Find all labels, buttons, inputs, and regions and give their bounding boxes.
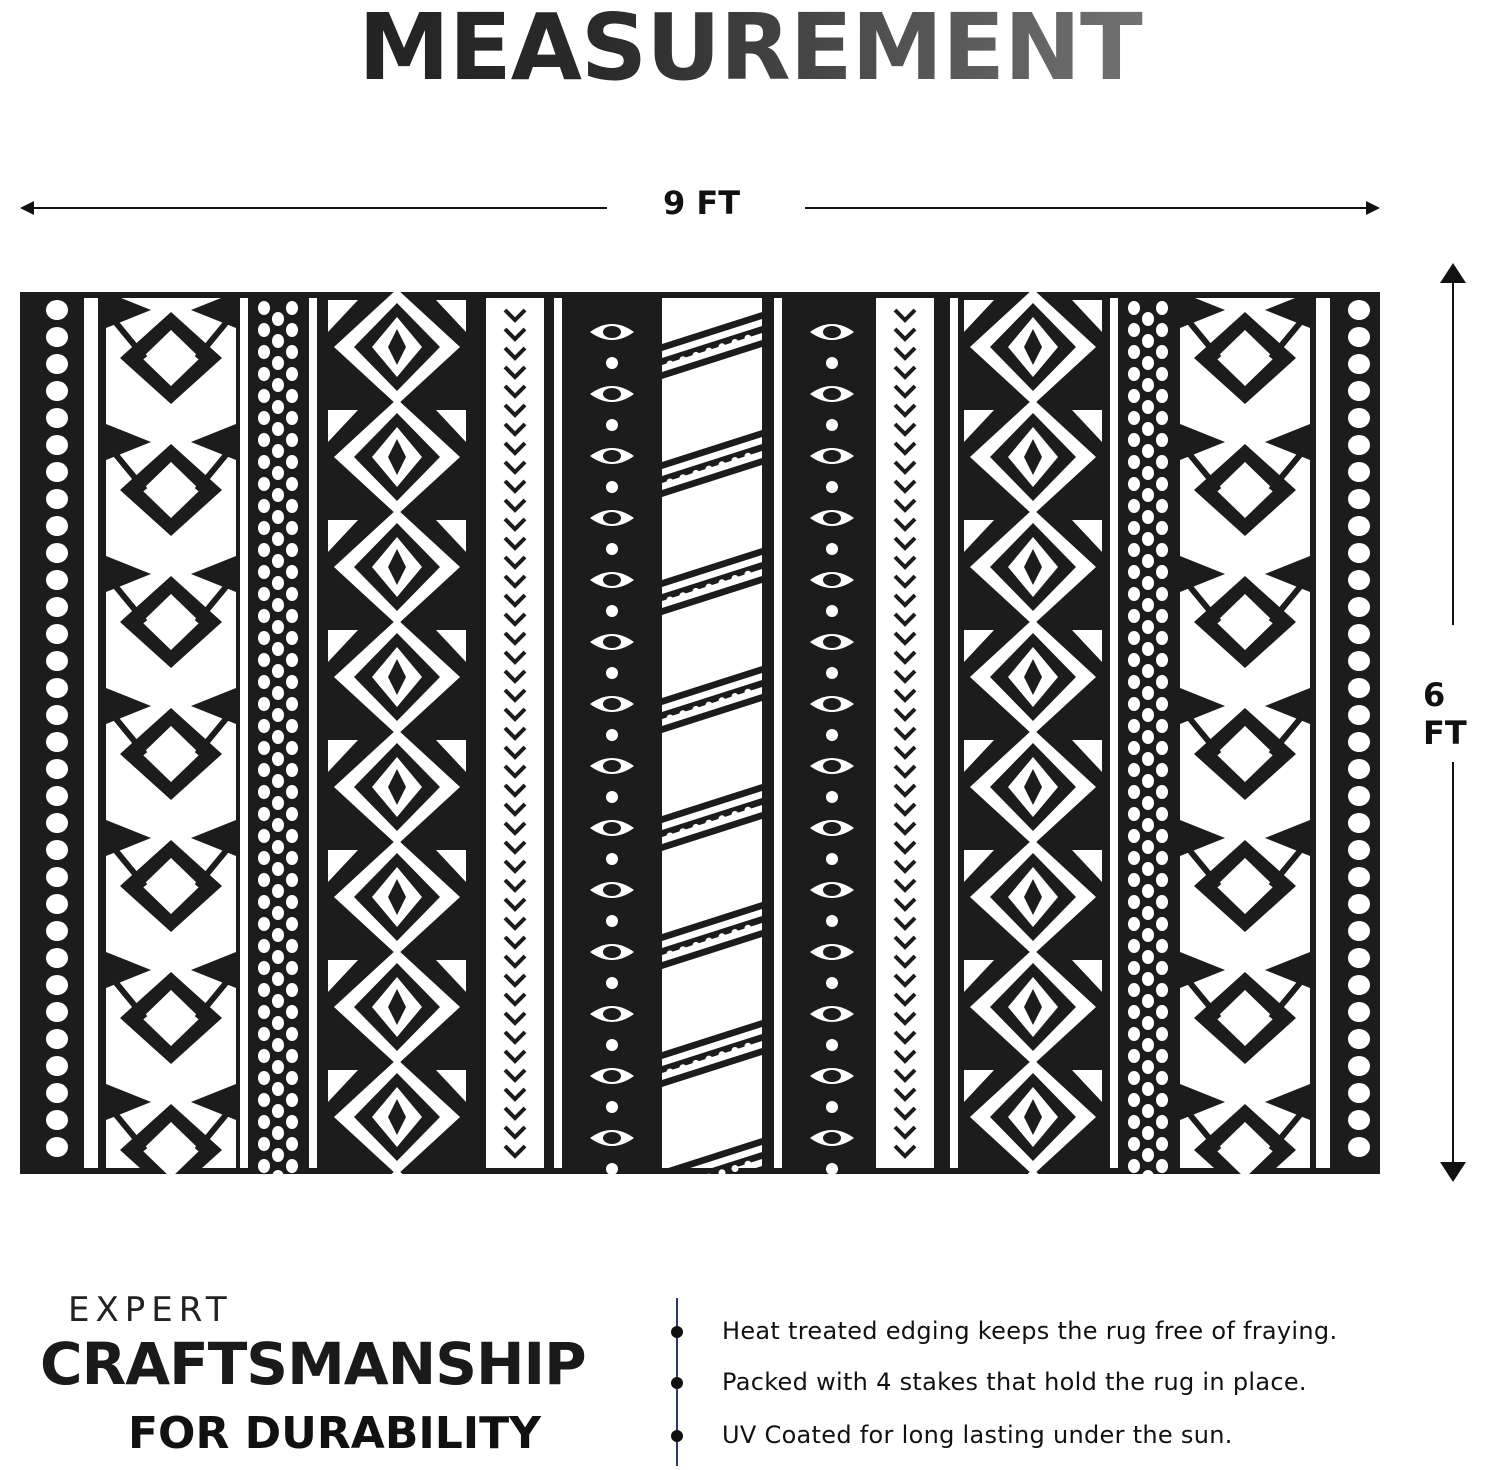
height-arrow-head-bottom [1440, 1162, 1466, 1182]
rug-image [20, 292, 1380, 1174]
craftsmanship-line-main: CRAFTSMANSHIP [40, 1330, 586, 1398]
craftsmanship-line-expert: EXPERT [68, 1290, 233, 1330]
feature-bullet [671, 1377, 683, 1389]
feature-item-edging: Heat treated edging keeps the rug free of fraying. [722, 1317, 1338, 1345]
width-label: 9 FT [663, 184, 741, 222]
feature-bullet [671, 1430, 683, 1442]
height-arrow-head-top [1440, 263, 1466, 283]
page-title: MEASUREMENT [0, 0, 1500, 101]
height-label: 6 FT [1423, 676, 1467, 752]
width-arrow-head-right [1366, 201, 1380, 215]
feature-item-uv: UV Coated for long lasting under the sun. [722, 1421, 1233, 1449]
feature-bullet [671, 1326, 683, 1338]
width-arrow-head-left [20, 201, 34, 215]
feature-item-stakes: Packed with 4 stakes that hold the rug in place. [722, 1368, 1307, 1396]
craftsmanship-line-durability: FOR DURABILITY [128, 1408, 542, 1459]
